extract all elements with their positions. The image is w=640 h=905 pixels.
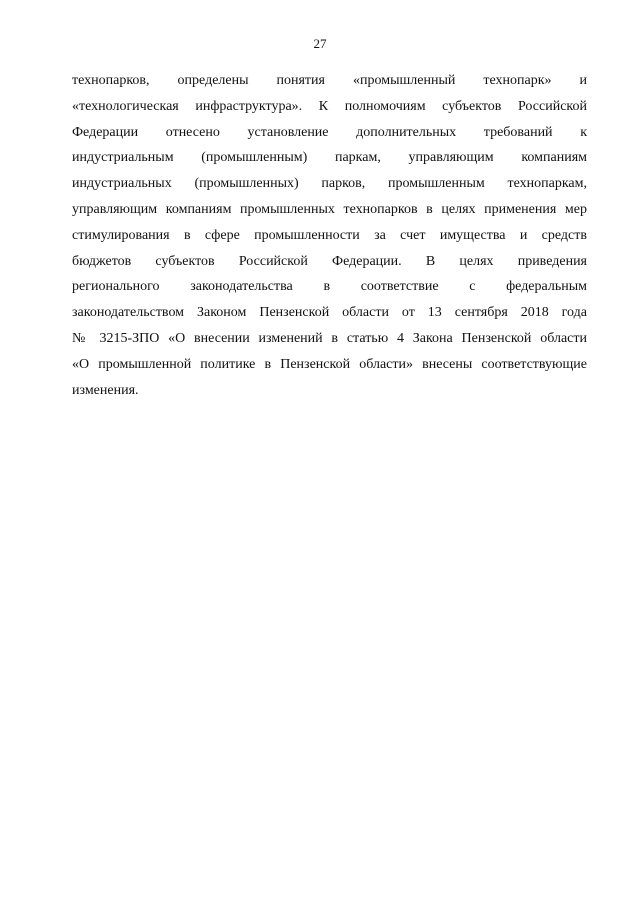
text-line-13: изменения. bbox=[72, 382, 139, 398]
text-line-3: Федерации отнесено установление дополнительных требований к bbox=[72, 124, 587, 140]
page-number: 27 bbox=[313, 36, 327, 51]
text-line-5: индустриальных (промышленных) парков, промышленным технопаркам, bbox=[72, 176, 587, 192]
text-line-11: № 3215-ЗПО «О внесении изменений в статью 4 Закона Пензенской области bbox=[72, 330, 587, 346]
text-line-1: технопарков, определены понятия «промышленный технопарк» и bbox=[72, 73, 587, 88]
text-line-10: законодательством Законом Пензенской области от 13 сентября 2018 года bbox=[72, 305, 587, 321]
text-line-9: регионального законодательства в соответствие с федеральным bbox=[72, 279, 587, 295]
body-paragraph bbox=[72, 68, 587, 403]
text-line-8: бюджетов субъектов Российской Федерации. В целях приведения bbox=[72, 253, 587, 269]
text-line-7: стимулирования в сфере промышленности за счет имущества и средств bbox=[72, 227, 587, 243]
text-line-12: «О промышленной политике в Пензенской области» внесены соответствующие bbox=[72, 356, 587, 372]
text-line-2: «технологическая инфраструктура». К полномочиям субъектов Российской bbox=[72, 98, 587, 114]
text-line-6: управляющим компаниям промышленных технопарков в целях применения мер bbox=[72, 201, 587, 217]
text-line-4: индустриальным (промышленным) паркам, управляющим компаниям bbox=[72, 150, 587, 166]
